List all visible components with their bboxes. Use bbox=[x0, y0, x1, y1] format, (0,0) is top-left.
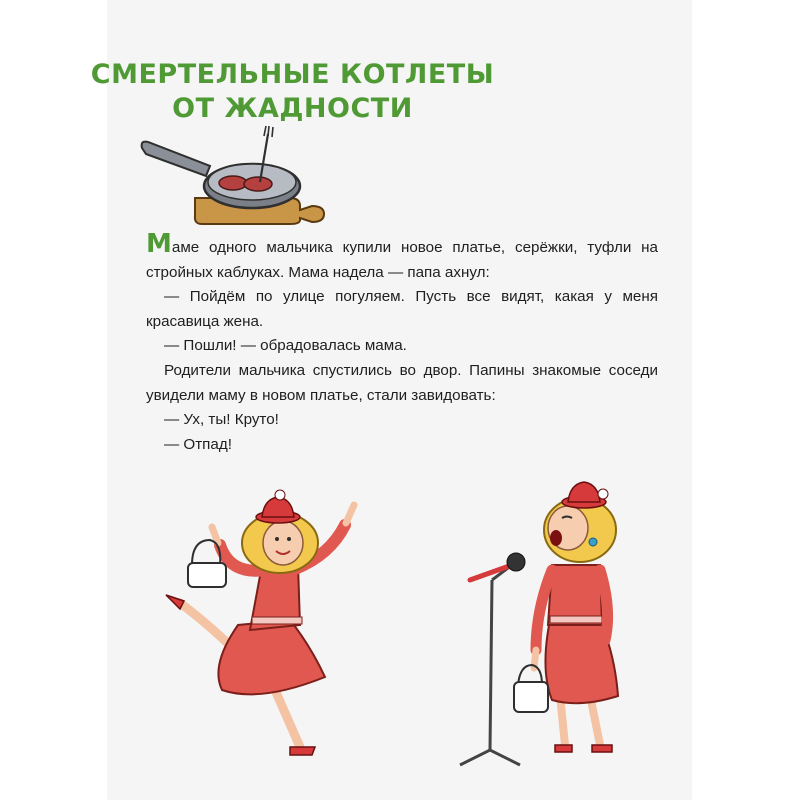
singing-woman-illustration bbox=[440, 470, 665, 770]
story-paragraph-3: — Пошли! — обрадовалась мама. bbox=[164, 337, 407, 355]
story-paragraph-1: Маме одного мальчика купили новое платье, серёжки, туфли на стройных каблуках. Мама надела — папа ахнул: bbox=[146, 229, 658, 281]
story-text bbox=[146, 229, 658, 457]
chapter-title bbox=[0, 58, 585, 126]
chapter-title-line-2: ОТ ЖАДНОСТИ bbox=[172, 93, 413, 124]
story-paragraph-6: — Отпад! bbox=[164, 435, 232, 453]
story-paragraph-4: Родители мальчика спустились во двор. Папины знакомые соседи увидели маму в новом платье, стали завидовать: bbox=[146, 361, 658, 404]
drop-cap: М bbox=[146, 229, 172, 259]
frying-pan-icon bbox=[140, 126, 325, 226]
story-paragraph-5: — Ух, ты! Круто! bbox=[164, 411, 279, 429]
story-paragraph-2: — Пойдём по улице погуляем. Пусть все видят, какая у меня красавица жена. bbox=[146, 288, 658, 330]
chapter-title-line-1: СМЕРТЕЛЬНЫЕ КОТЛЕТЫ bbox=[90, 59, 495, 90]
dancing-woman-illustration bbox=[150, 485, 395, 775]
